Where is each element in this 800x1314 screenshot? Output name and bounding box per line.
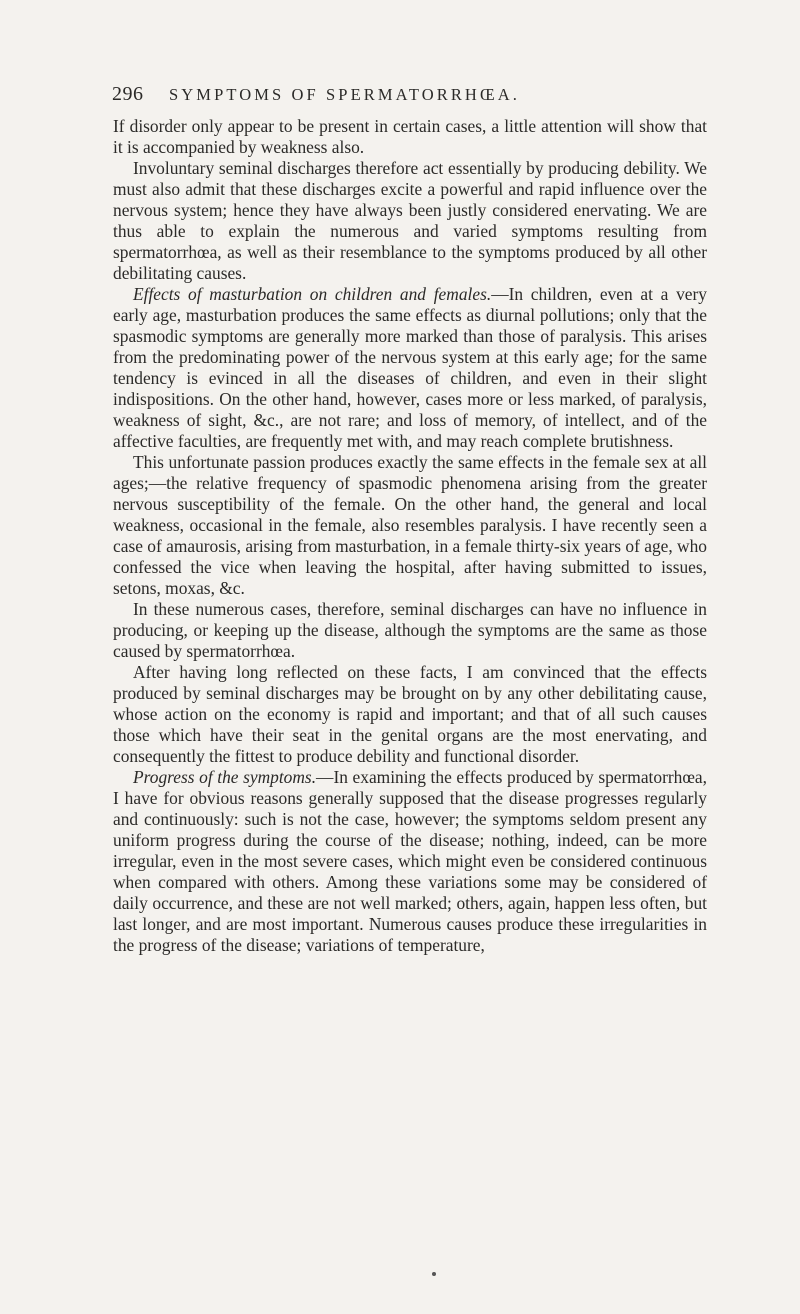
paragraph-2	[113, 158, 707, 284]
paragraph-7	[113, 767, 707, 956]
signature-mark	[432, 1272, 436, 1276]
paragraph-1	[113, 116, 707, 158]
paragraph-3	[113, 284, 707, 452]
paragraph-6	[113, 662, 707, 767]
paragraph-5-text: In these numerous cases, therefore, seminal discharges can have no influence in producing, or keeping up the disease, although the symptoms are the same as those caused by spermatorrhœa.	[113, 599, 707, 661]
section-heading-masturbation-effects: Effects of masturbation on children and females.	[133, 284, 492, 304]
paragraph-4	[113, 452, 707, 599]
page-header	[112, 83, 712, 109]
paragraph-3-text: —In children, even at a very early age, masturbation produces the same effects as diurnal pollutions; only that the spasmodic symptoms are generally more marked than those of paralysis. This arises from the predominating power of the nervous system at this early age; for the same tendency is evinced in all the diseases of children, and even in their slight indispositions. On the other hand, however, cases more or less marked, of paralysis, weakness of sight, &c., are not rare; and loss of memory, of intellect, and of the affective faculties, are frequently met with, and may reach complete brutishness.	[113, 284, 707, 451]
page-number: 296	[112, 83, 144, 105]
running-title: SYMPTOMS OF SPERMATORRHŒA.	[169, 85, 520, 104]
section-heading-progress-of-symptoms: Progress of the symptoms.	[133, 767, 317, 787]
paragraph-7-text: —In examining the effects produced by spermatorrhœa, I have for obvious reasons generally supposed that the disease progresses regularly and continuously: such is not the case, however; the symptoms seldom present any uniform progress during the course of the disease; nothing, indeed, can be more irregular, even in the most severe cases, which might even be considered continuous when compared with others. Among these variations some may be considered of daily occurrence, and these are not well marked; others, again, happen less often, but last longer, and are most important. Numerous causes produce these irregularities in the progress of the disease; variations of temperature,	[113, 767, 707, 955]
paragraph-1-text: If disorder only appear to be present in certain cases, a little attention will show that it is accompanied by weakness also.	[113, 116, 707, 157]
paragraph-6-text: After having long reflected on these facts, I am convinced that the effects produced by seminal discharges may be brought on by any other debilitating cause, whose action on the economy is rapid and important; and that of all such causes those which have their seat in the genital organs are the most enervating, and consequently the fittest to produce debility and functional disorder.	[113, 662, 707, 766]
body-text	[113, 116, 707, 956]
paragraph-4-text: This unfortunate passion produces exactly the same effects in the female sex at all ages;—the relative frequency of spasmodic phenomena arising from the greater nervous susceptibility of the female. On the other hand, the general and local weakness, occasional in the female, also resembles paralysis. I have recently seen a case of amaurosis, arising from masturbation, in a female thirty-six years of age, who confessed the vice when leaving the hospital, after having submitted to issues, setons, moxas, &c.	[113, 452, 707, 598]
paragraph-2-text: Involuntary seminal discharges therefore act essentially by producing debility. We must also admit that these discharges excite a powerful and rapid influence over the nervous system; hence they have always been justly considered enervating. We are thus able to explain the numerous and varied symptoms resulting from spermatorrhœa, as well as their resemblance to the symptoms produced by all other debilitating causes.	[113, 158, 707, 283]
paragraph-5	[113, 599, 707, 662]
